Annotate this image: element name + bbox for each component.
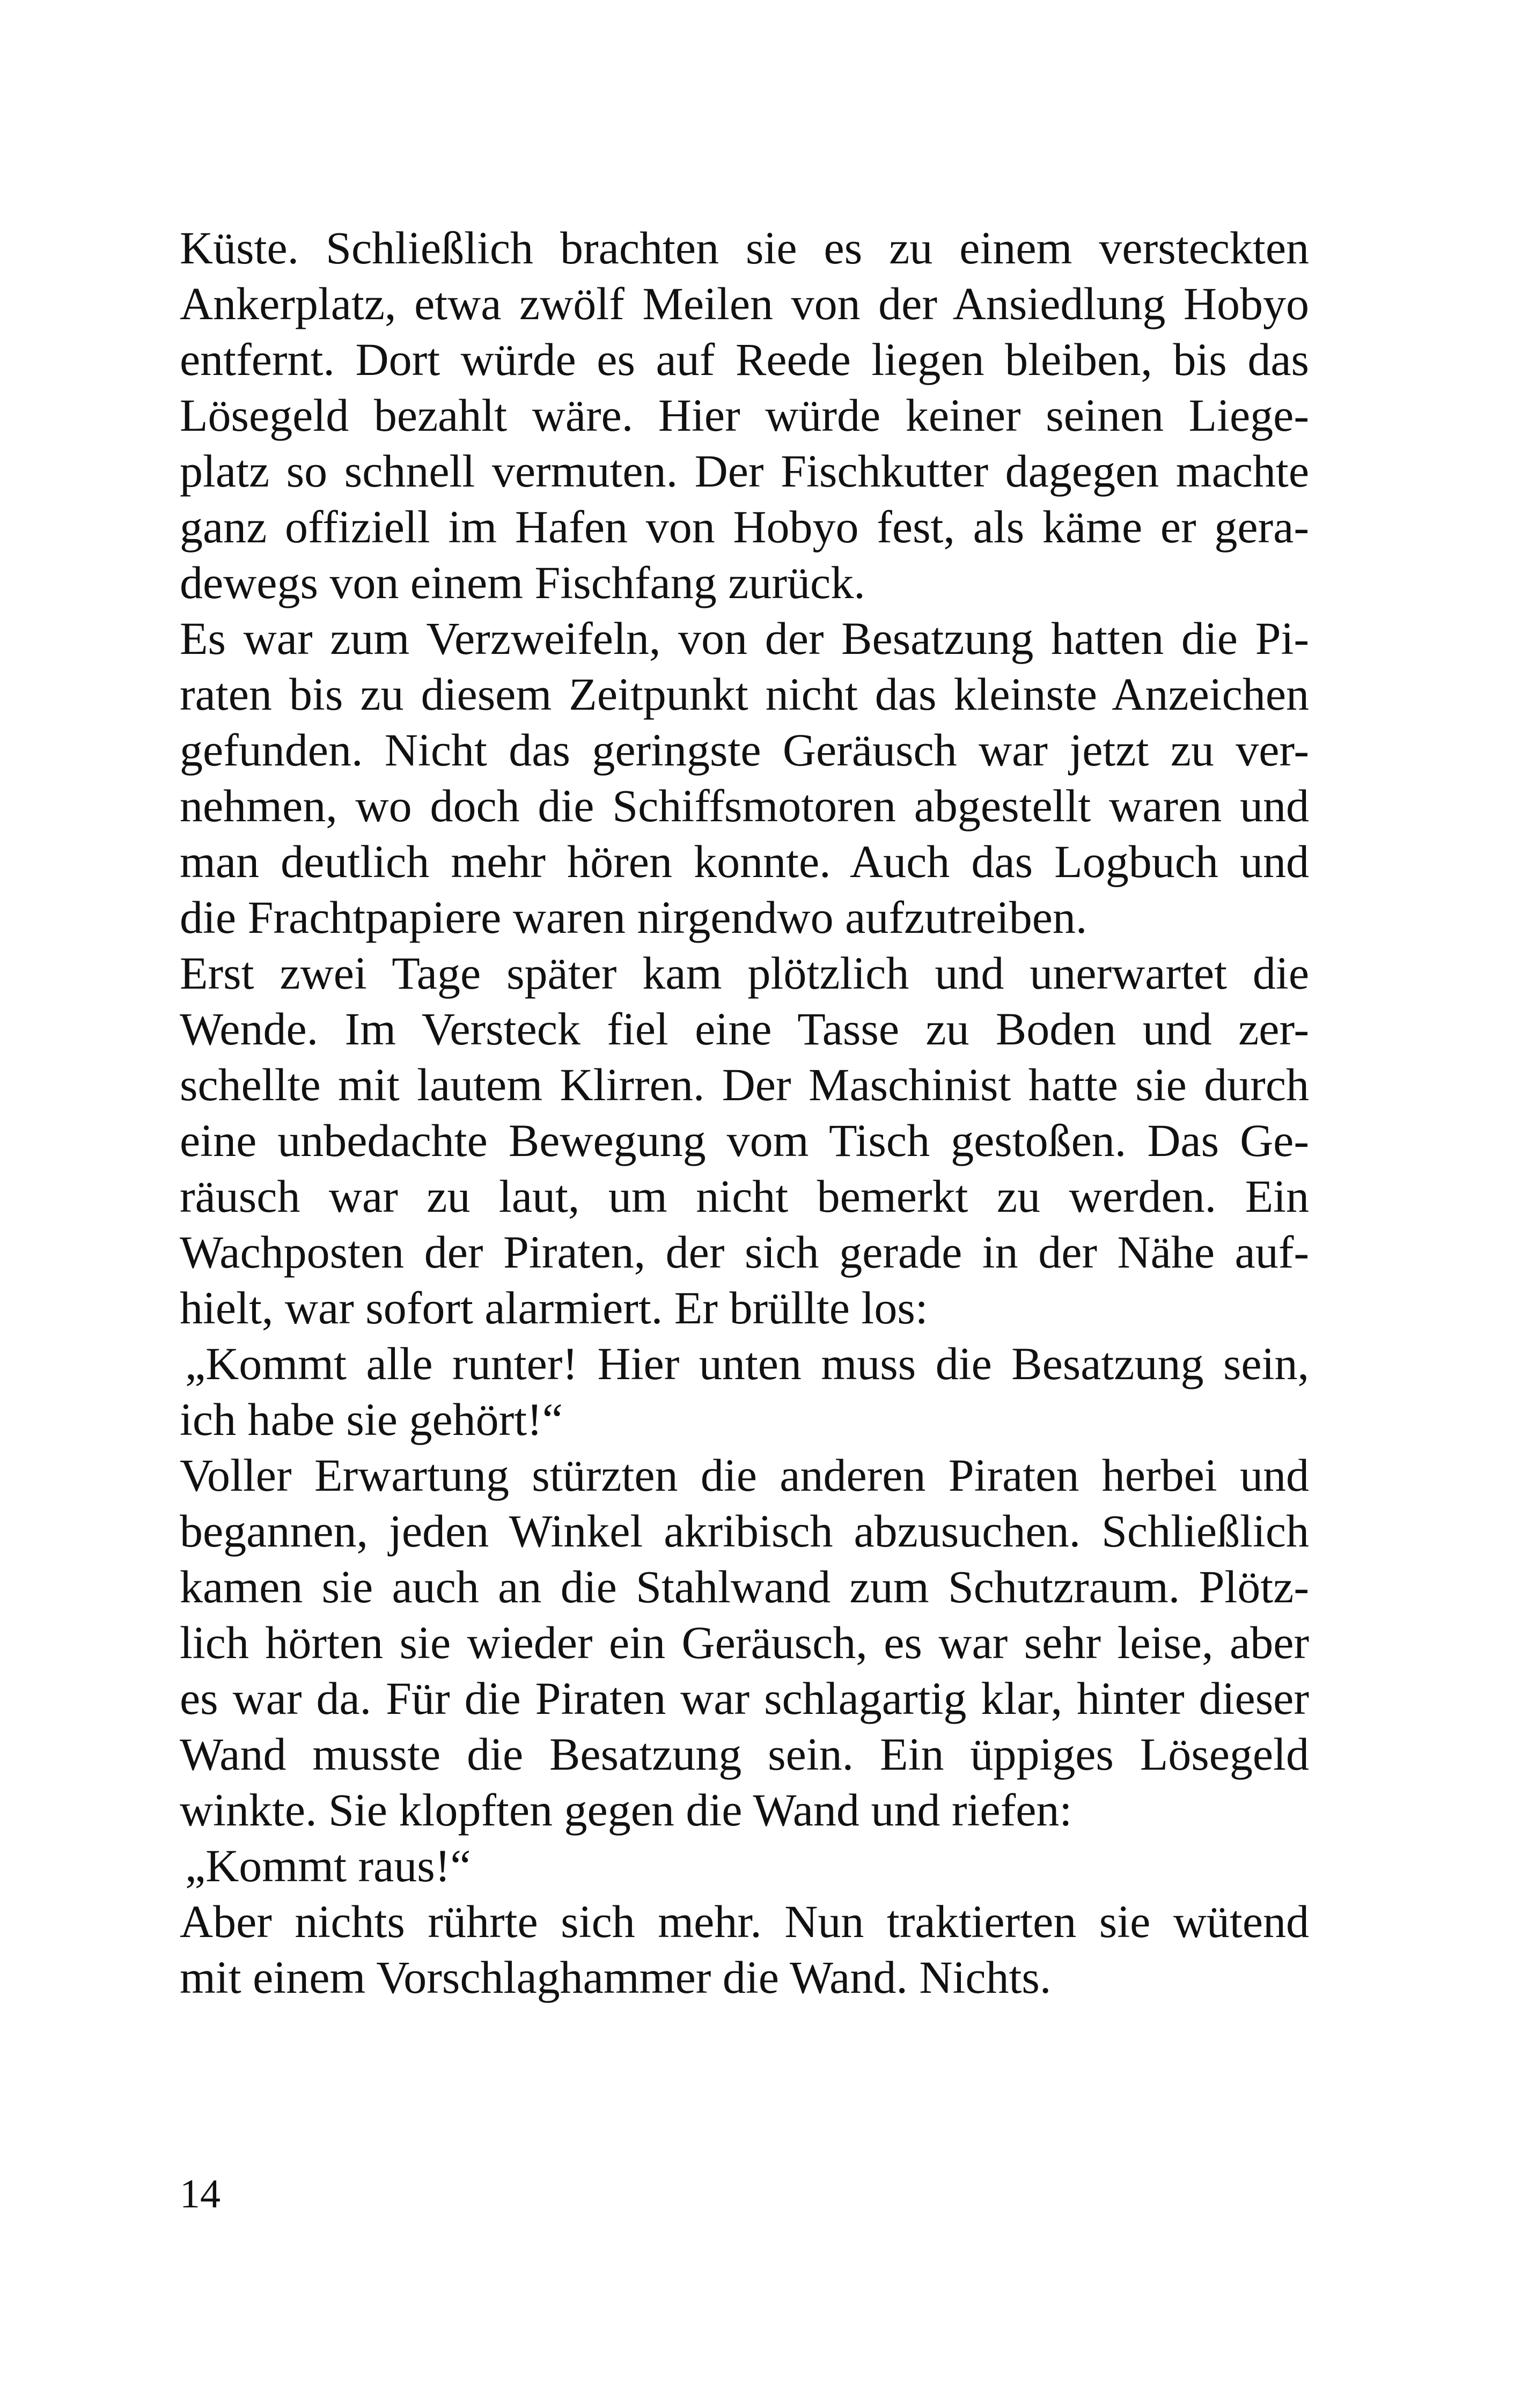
text-line: „Kommt alle runter! Hier unten muss die Besatzung sein, xyxy=(185,1338,1309,1389)
text-line: nehmen, wo doch die Schiffsmotoren abgestellt waren und xyxy=(180,780,1309,831)
text-line: ich habe sie gehört!“ xyxy=(180,1394,563,1445)
text-line: gefunden. Nicht das geringste Geräusch war jetzt zu ver- xyxy=(180,724,1309,776)
text-line: räusch war zu laut, um nicht bemerkt zu werden. Ein xyxy=(180,1170,1309,1222)
body-text xyxy=(180,220,1309,2005)
text-line: kamen sie auch an die Stahlwand zum Schutzraum. Plötz- xyxy=(180,1561,1309,1612)
text-line: dewegs von einem Fischfang zurück. xyxy=(180,557,865,608)
text-line: schellte mit lautem Klirren. Der Maschinist hatte sie durch xyxy=(180,1059,1309,1110)
text-line: Ankerplatz, etwa zwölf Meilen von der Ansiedlung Hobyo xyxy=(180,278,1309,329)
text-line: raten bis zu diesem Zeitpunkt nicht das kleinste Anzeichen xyxy=(180,668,1309,720)
text-line: platz so schnell vermuten. Der Fischkutter dagegen machte xyxy=(180,445,1309,497)
text-line: Aber nichts rührte sich mehr. Nun traktierten sie wütend xyxy=(180,1896,1309,1947)
text-line: Wand musste die Besatzung sein. Ein üppiges Lösegeld xyxy=(180,1728,1309,1780)
text-line: die Frachtpapiere waren nirgendwo aufzutreiben. xyxy=(180,892,1088,943)
text-line: winkte. Sie klopften gegen die Wand und riefen: xyxy=(180,1784,1072,1836)
text-line: ganz offiziell im Hafen von Hobyo fest, als käme er gera- xyxy=(180,501,1309,553)
text-line: eine unbedachte Bewegung vom Tisch gestoßen. Das Ge- xyxy=(180,1115,1309,1166)
page-number: 14 xyxy=(180,2171,221,2216)
text-line: entfernt. Dort würde es auf Reede liegen bleiben, bis das xyxy=(180,334,1309,385)
text-line: Wachposten der Piraten, der sich gerade in der Nähe auf- xyxy=(180,1226,1309,1278)
text-line: Lösegeld bezahlt wäre. Hier würde keiner seinen Liege- xyxy=(180,389,1309,441)
text-line: Erst zwei Tage später kam plötzlich und unerwartet die xyxy=(180,947,1309,999)
text-line: hielt, war sofort alarmiert. Er brüllte los: xyxy=(180,1282,928,1334)
text-line: Voller Erwartung stürzten die anderen Piraten herbei und xyxy=(180,1449,1309,1501)
text-line: es war da. Für die Piraten war schlagartig klar, hinter dieser xyxy=(180,1673,1309,1724)
text-line: lich hörten sie wieder ein Geräusch, es war sehr leise, aber xyxy=(180,1617,1309,1668)
text-line: man deutlich mehr hören konnte. Auch das Logbuch und xyxy=(180,836,1309,887)
text-line: Wende. Im Versteck fiel eine Tasse zu Boden und zer- xyxy=(180,1003,1309,1055)
text-line: begannen, jeden Winkel akribisch abzusuchen. Schließlich xyxy=(180,1505,1309,1557)
text-line: mit einem Vorschlaghammer die Wand. Nichts. xyxy=(180,1952,1052,2003)
text-line: Es war zum Verzweifeln, von der Besatzung hatten die Pi- xyxy=(180,613,1309,664)
text-line: Küste. Schließlich brachten sie es zu einem versteckten xyxy=(180,222,1309,274)
text-line: „Kommt raus!“ xyxy=(185,1840,471,1891)
